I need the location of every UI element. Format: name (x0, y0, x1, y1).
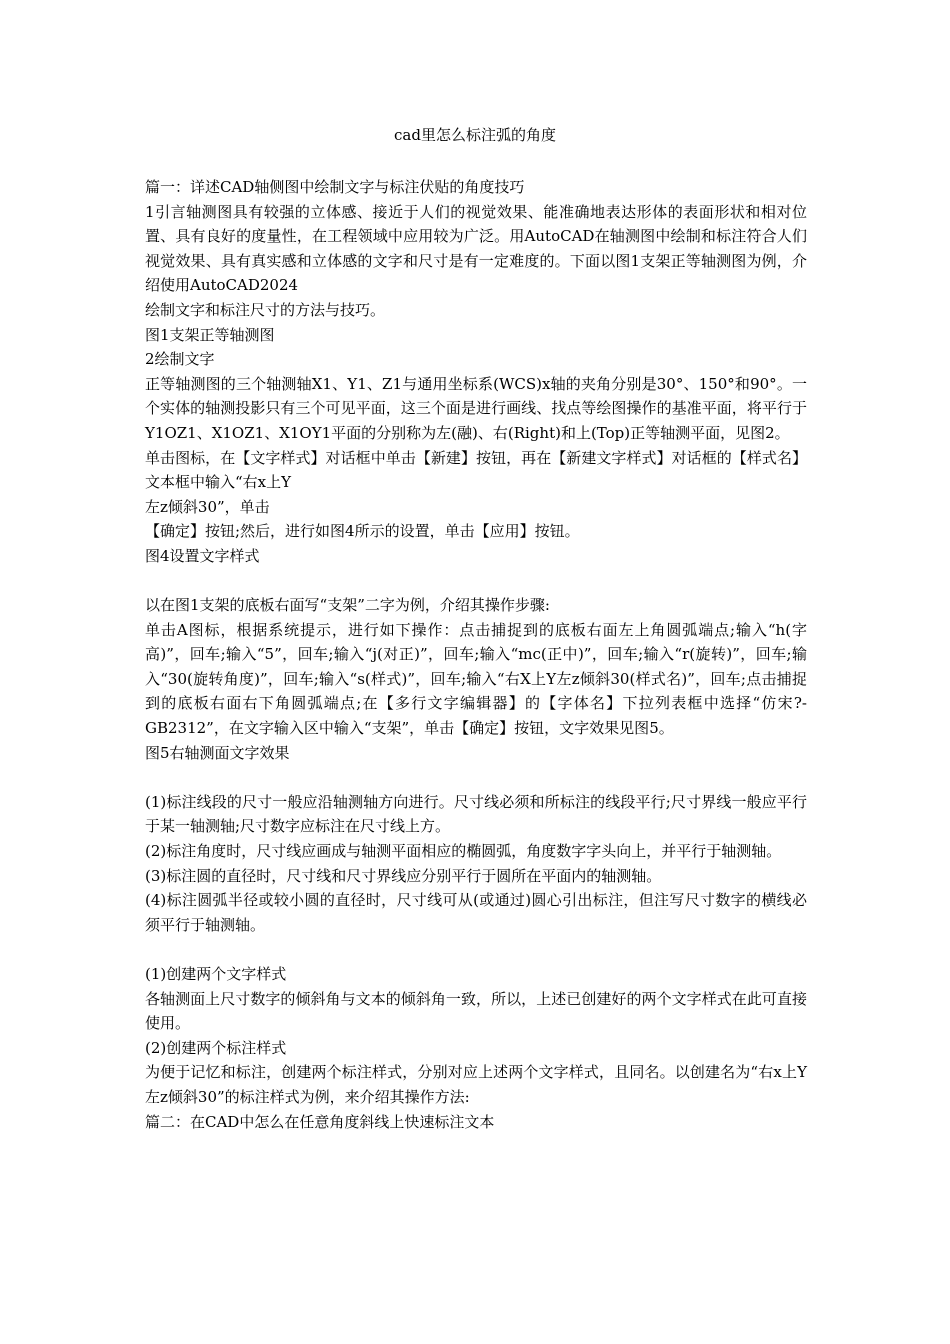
paragraph: 以在图1支架的底板右面写“支架”二字为例，介绍其操作步骤: (145, 596, 550, 615)
document-title: cad里怎么标注弧的角度 (394, 126, 556, 144)
blank-line (145, 765, 807, 790)
paragraph: (2)标注角度时，尺寸线应画成与轴测平面相应的椭圆弧，角度数字字头向上，并平行于轴测轴。 (145, 842, 782, 861)
paragraph: 绘制文字和标注尺寸的方法与技巧。 (145, 300, 386, 319)
paragraph: 为便于记忆和标注，创建两个标注样式，分别对应上述两个文字样式，且同名。以创建名为“右x上Y左z倾斜30”的标注样式为例，来介绍其操作方法: (145, 1063, 807, 1106)
paragraph: (3)标注圆的直径时，尺寸线和尺寸界线应分别平行于圆所在平面内的轴测轴。 (145, 866, 662, 885)
paragraph: 2绘制文字 (145, 350, 215, 369)
blank-line (145, 937, 807, 962)
paragraph: 左z倾斜30”，单击 (145, 497, 270, 516)
paragraph: 图1支架正等轴测图 (145, 325, 275, 344)
paragraph: 1引言轴测图具有较强的立体感、接近于人们的视觉效果、能准确地表达形体的表面形状和相对位置、具有良好的度量性，在工程领域中应用较为广泛。用AutoCAD在轴测图中绘制和标注符合人们视觉效果、具有真实感和立体感的文字和尺寸是有一定难度的。下面以图1支架正等轴测图为例，介绍使用AutoCAD2024 (145, 202, 807, 295)
paragraph: 单击图标，在【文字样式】对话框中单击【新建】按钮，再在【新建文字样式】对话框的【样式名】文本框中输入“右x上Y (145, 448, 807, 492)
blank-line (145, 569, 807, 594)
paragraph: (2)创建两个标注样式 (145, 1038, 287, 1057)
paragraph: 图4设置文字样式 (145, 546, 260, 565)
paragraph: 篇一：详述CAD轴侧图中绘制文字与标注伏贴的角度技巧 (145, 178, 525, 196)
paragraph: (1)创建两个文字样式 (145, 965, 287, 983)
paragraph: (4)标注圆弧半径或较小圆的直径时，尺寸线可从(或通过)圆心引出标注，但注写尺寸数字的横线必须平行于轴测轴。 (145, 891, 807, 934)
paragraph: 单击A图标，根据系统提示，进行如下操作：点击捕捉到的底板右面左上角圆弧端点;输入“h(字高)”，回车;输入“5”，回车;输入“j(对正)”，回车;输入“mc(正中)”，回车;输入“r(旋转)”，回车;输入“30(旋转角度)”，回车;输入“s(样式)”，回车;输入“右X上Y左z倾斜30(样式名)”，回车;点击捕捉到的底板右面右下角圆弧端点;在【多行文字编辑器】的【字体名】下拉列表框中选择“仿宋?-GB2312”，在文字输入区中输入“支架”，单击【确定】按钮，文字效果见图5。 (145, 620, 807, 738)
document-body (145, 175, 807, 1134)
paragraph: 正等轴测图的三个轴测轴X1、Y1、Z1与通用坐标系(WCS)x轴的夹角分别是30°、150°和90°。一个实体的轴测投影只有三个可见平面，这三个面是进行画线、找点等绘图操作的基准平面，将平行于Y1OZ1、X1OZ1、X1OY1平面的分别称为左(融)、右(Right)和上(Top)正等轴测平面，见图2。 (145, 374, 807, 442)
paragraph: (1)标注线段的尺寸一般应沿轴测轴方向进行。尺寸线必须和所标注的线段平行;尺寸界线一般应平行于某一轴测轴;尺寸数字应标注在尺寸线上方。 (145, 792, 807, 836)
paragraph: 篇二：在CAD中怎么在任意角度斜线上快速标注文本 (145, 1112, 495, 1131)
paragraph: 图5右轴测面文字效果 (145, 743, 290, 762)
paragraph: 各轴测面上尺寸数字的倾斜角与文本的倾斜角一致，所以，上述已创建好的两个文字样式在此可直接使用。 (145, 989, 807, 1033)
paragraph: 【确定】按钮;然后，进行如图4所示的设置，单击【应用】按钮。 (145, 522, 580, 541)
